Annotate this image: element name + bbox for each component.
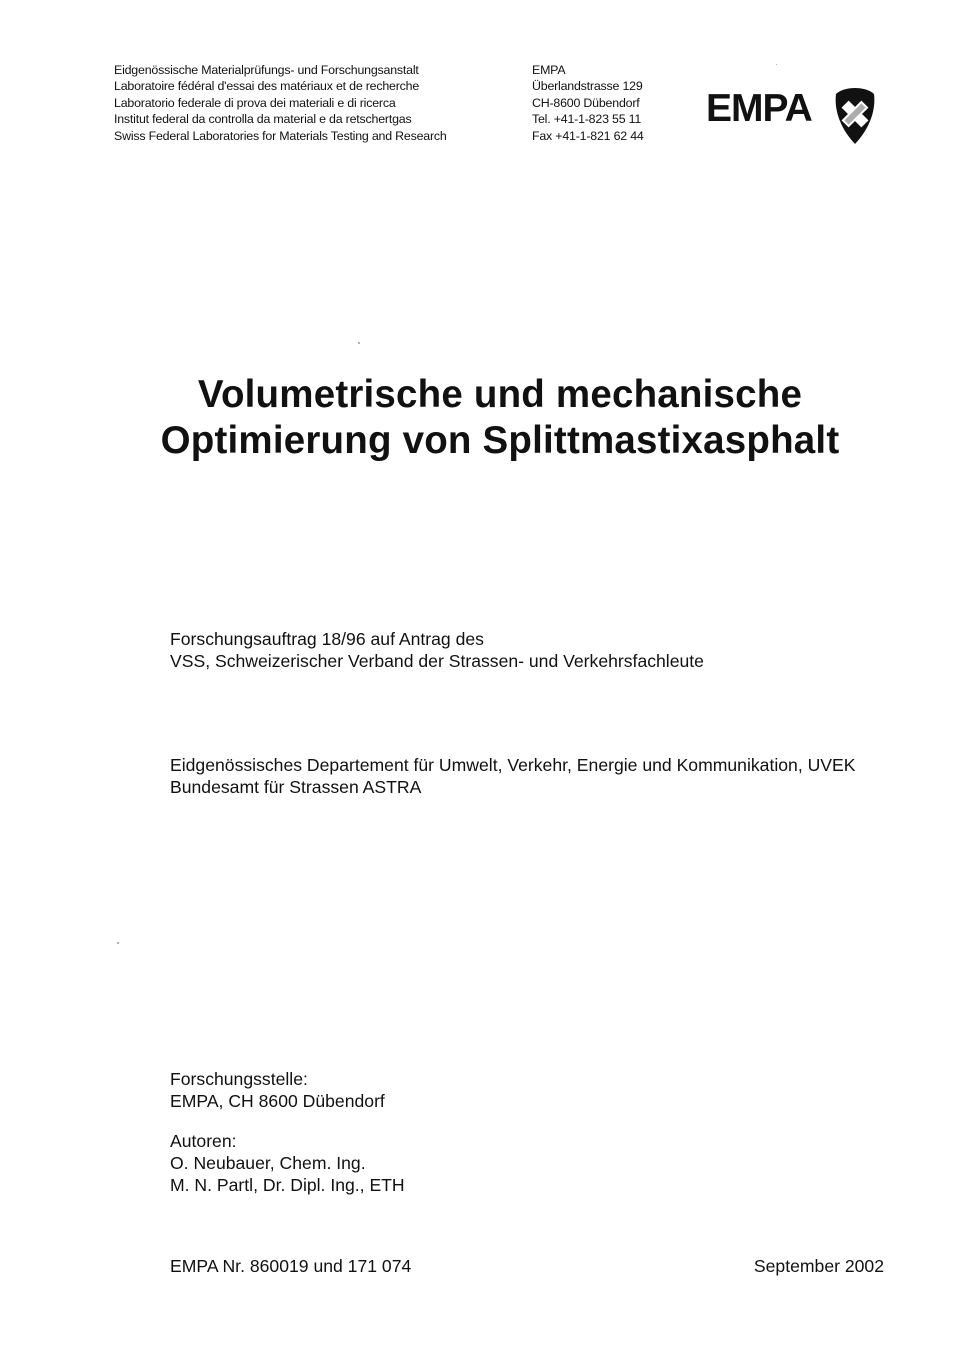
commission-block (170, 628, 704, 672)
address-fax: Fax +41-1-821 62 44 (532, 128, 644, 143)
commission-line-1: Forschungsauftrag 18/96 auf Antrag des (170, 629, 484, 649)
institute-line-de: Eidgenössische Materialprüfungs- und Forschungsanstalt (114, 63, 419, 77)
address-street: Überlandstrasse 129 (532, 79, 643, 94)
department-line-2: Bundesamt für Strassen ASTRA (170, 777, 422, 797)
research-site-label: Forschungsstelle: (170, 1069, 308, 1089)
scan-speck (117, 942, 119, 944)
department-line-1: Eidgenössisches Departement für Umwelt, Verkehr, Energie und Kommunikation, UVEK (170, 755, 856, 775)
report-date: September 2002 (753, 1256, 884, 1276)
institute-address (532, 62, 644, 144)
authors-block (170, 1130, 405, 1196)
institute-line-rm: Institut federal da controlla da material e da retschertgas (114, 112, 412, 127)
research-site-value: EMPA, CH 8600 Dübendorf (170, 1091, 385, 1111)
author-2: M. N. Partl, Dr. Dipl. Ing., ETH (170, 1175, 405, 1195)
title-line-2: Optimierung von Splittmastixasphalt (160, 419, 840, 462)
scan-speck (358, 342, 360, 344)
institute-line-en: Swiss Federal Laboratories for Materials Testing and Research (114, 128, 447, 143)
research-site-block (170, 1068, 385, 1112)
logo-text: EMPA (706, 87, 812, 130)
report-number: EMPA Nr. 860019 und 171 074 (170, 1256, 412, 1276)
commission-line-2: VSS, Schweizerischer Verband der Strassen- und Verkehrsfachleute (170, 651, 704, 671)
institute-names (114, 62, 447, 144)
scan-speck (776, 64, 777, 65)
swiss-cross-shield-icon (832, 82, 878, 146)
address-phone: Tel. +41-1-823 55 11 (532, 112, 642, 127)
author-1: O. Neubauer, Chem. Ing. (170, 1153, 366, 1173)
institute-line-fr: Laboratoire fédéral d'essai des matériaux et de recherche (114, 79, 420, 94)
department-block (170, 754, 856, 798)
address-city: CH-8600 Dübendorf (532, 95, 640, 110)
report-title (0, 372, 970, 464)
empa-logo (706, 82, 876, 146)
institute-line-it: Laboratorio federale di prova dei materiali e di ricerca (114, 95, 396, 110)
authors-label: Autoren: (170, 1131, 237, 1151)
address-name: EMPA (532, 63, 566, 77)
title-line-1: Volumetrische und mechanische (197, 373, 803, 416)
